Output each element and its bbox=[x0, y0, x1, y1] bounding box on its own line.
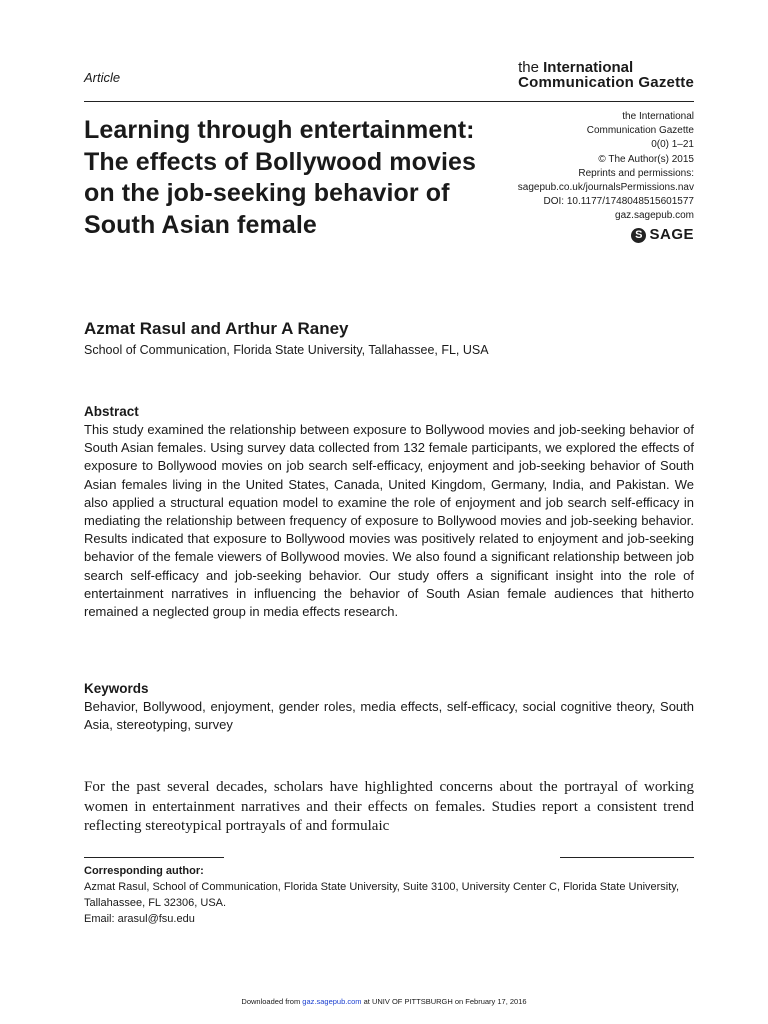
meta-journal-line1: the International bbox=[622, 111, 694, 122]
header-divider bbox=[84, 101, 694, 102]
meta-reprints: Reprints and permissions: bbox=[578, 167, 694, 179]
journal-logo bbox=[518, 60, 694, 90]
download-prefix: Downloaded from bbox=[241, 997, 303, 1006]
article-title: Learning through entertainment: The effects of Bollywood movies on the job-seeking behavior of South Asian female bbox=[84, 116, 477, 239]
meta-volume: 0(0) 1–21 bbox=[651, 139, 694, 151]
footnote-heading: Corresponding author: bbox=[84, 865, 204, 877]
abstract-heading: Abstract bbox=[84, 404, 139, 419]
journal-logo-the: the bbox=[518, 59, 544, 76]
meta-permissions-link[interactable]: sagepub.co.uk/journalsPermissions.nav bbox=[517, 182, 694, 194]
journal-logo-international: International bbox=[543, 59, 634, 76]
download-notice bbox=[0, 997, 768, 1006]
sage-logo bbox=[631, 228, 694, 243]
footnote-email[interactable]: Email: arasul@fsu.edu bbox=[84, 913, 195, 925]
download-suffix: at UNIV OF PITTSBURGH on February 17, 2016 bbox=[361, 997, 527, 1006]
footnote-address: Azmat Rasul, School of Communication, Florida State University, Suite 3100, University Center C, Florida State University, Tallahassee, FL 32306, USA. bbox=[84, 881, 680, 909]
sage-icon: S bbox=[631, 228, 646, 243]
download-link[interactable]: gaz.sagepub.com bbox=[302, 997, 362, 1006]
corresponding-author-footnote bbox=[84, 863, 704, 927]
journal-logo-name: Communication Gazette bbox=[518, 74, 694, 91]
article-type-label: Article bbox=[84, 70, 121, 85]
authors: Azmat Rasul and Arthur A Raney bbox=[84, 319, 349, 338]
body-paragraph: For the past several decades, scholars have highlighted concerns about the portrayal of working women in entertainment narratives and their effects on females. Studies report a consistent trend reflecting stereotypical portrayals of and formulaic bbox=[84, 779, 694, 834]
keywords-section bbox=[84, 680, 694, 734]
article-meta bbox=[454, 110, 694, 243]
meta-doi[interactable]: DOI: 10.1177/1748048515601577 bbox=[543, 196, 694, 208]
footnote-divider-left bbox=[84, 857, 224, 858]
keywords-text: Behavior, Bollywood, enjoyment, gender roles, media effects, self-efficacy, social cognitive theory, South Asia, stereotyping, survey bbox=[84, 699, 694, 733]
keywords-heading: Keywords bbox=[84, 681, 149, 696]
affiliation: School of Communication, Florida State University, Tallahassee, FL, USA bbox=[84, 343, 489, 357]
abstract-text: This study examined the relationship between exposure to Bollywood movies and job-seeking behavior of South Asian females. Using survey data collected from 132 female participants, we explored the effects of exposure to Bollywood movies on job search self-efficacy, enjoyment and job-seeking behavior of South Asian females living in the United States, Canada, United Kingdom, Germany, India, and Pakistan. We also applied a structural equation model to examine the role of enjoyment and job search self-efficacy in mediating the relationship between frequency of exposure to Bollywood movies and job-seeking behavior. Results indicated that exposure to Bollywood movies was positively related to enjoyment and job-seeking behavior of the female viewers of Bollywood movies. We also found a significant relationship between job search self-efficacy and job-seeking behavior. Our study offers a significant insight into the role of entertainment narratives in influencing the behavior of South Asian female audiences that hitherto remained a neglected group in media effects research. bbox=[84, 422, 694, 620]
footnote-divider-right bbox=[560, 857, 694, 858]
meta-copyright: © The Author(s) 2015 bbox=[598, 153, 694, 165]
meta-journal-line2: Communication Gazette bbox=[586, 125, 694, 137]
abstract-section bbox=[84, 403, 694, 621]
sage-wordmark: SAGE bbox=[649, 226, 694, 244]
meta-journal-url[interactable]: gaz.sagepub.com bbox=[615, 210, 694, 222]
